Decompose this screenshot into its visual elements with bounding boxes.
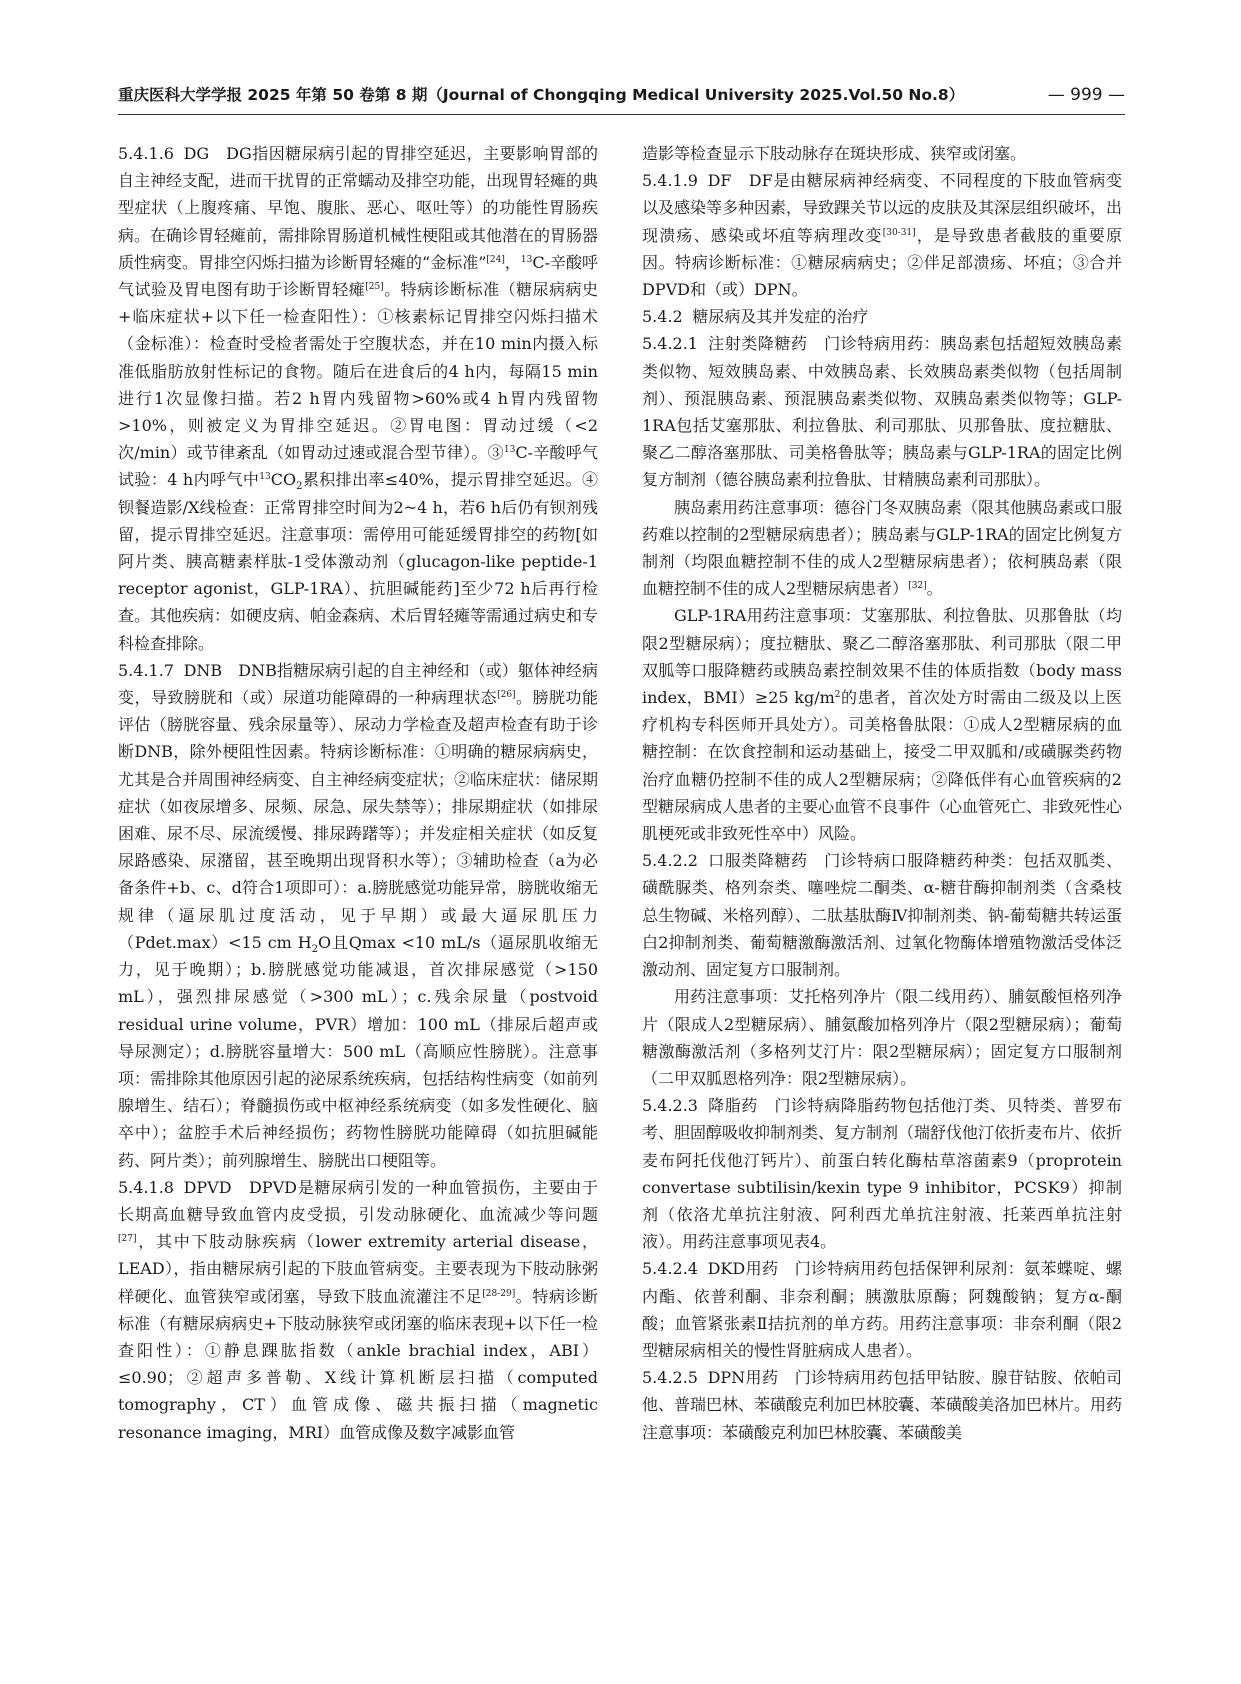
paragraph-text: ，其中下肢动脉疾病（lower extremity arterial disease，LEAD），指由糖尿病引起的下肢血管病变。主要表现为下肢动脉粥样硬化、血管狭窄或闭塞，导致下肢血流灌注不足 xyxy=(118,1232,598,1306)
section-number: 5.4.1.6 xyxy=(118,144,174,163)
citation: [28-29] xyxy=(482,1288,516,1299)
paragraph-text: DPN用药 门诊特病用药包括甲钴胺、腺苷钴胺、依帕司他、普瑞巴林、苯磺酸克利加巴林胶囊、苯磺酸美洛加巴林片。用药注意事项：苯磺酸克利加巴林胶囊、苯磺酸美 xyxy=(642,1368,1123,1442)
citation: [25] xyxy=(365,282,384,293)
running-header xyxy=(118,80,1125,110)
section-5-4-2-2 xyxy=(642,847,1122,983)
paragraph-text: DPVD DPVD是糖尿病引发的一种血管损伤，主要由于长期高血糖导致血管内皮受损，引发动脉硬化、血流减少等问题 xyxy=(118,1177,598,1224)
subscript: 2 xyxy=(311,944,319,956)
journal-citation: 重庆医科大学学报 2025 年第 50 卷第 8 期（Journal of Chongqing Medical University 2025.Vol.50 No.8） xyxy=(118,86,965,104)
section-5-4-2-1 xyxy=(642,330,1122,493)
paragraph-text: 累积排出率≤40%，提示胃排空延迟。④钡餐造影/X线检查：正常胃排空时间为2~4 h，若6 h后仍有钡剂残留，提示胃排空延迟。注意事项：需停用可能延缓胃排空的药物[如阿片类、胰高糖素样肽-1受体激动剂（glucagon-like peptide-1 receptor agonist，GLP-1RA）、抗胆碱能药]至少72 h后再行检查。其他疾病：如硬皮病、帕金森病、术后胃轻瘫等需通过病史和专科检查排除。 xyxy=(118,470,599,653)
paragraph-text: O且Qmax <10 mL/s（逼尿肌收缩无力，见于晚期）；b.膀胱感觉功能减退，首次排尿感觉（>150 mL），强烈排尿感觉（>300 mL）；c.残余尿量（postvoid residual urine volume，PVR）增加：100 mL（排尿后超声或导尿测定）；d.膀胱容量增大：500 mL（高顺应性膀胱）。注意事项：需排除其他原因引起的泌尿系统疾病，包括结构性病变（如前列腺增生、结石）；脊髓损伤或中枢神经系统病变（如多发性硬化、脑卒中）；盆腔手术后神经损伤；药物性膀胱功能障碍（如抗胆碱能药、阿片类）；前列腺增生、膀胱出口梗阻等。 xyxy=(118,932,599,1170)
paragraph-text: 的患者，首次处方时需由二级及以上医疗机构专科医师开具处方）。司美格鲁肽限：①成人2型糖尿病的血糖控制：在饮食控制和运动基础上，接受二甲双胍和/或磺脲类药物治疗血糖仍控制不佳的成人2型糖尿病；②降低伴有心血管疾病的2型糖尿病成人患者的主要心血管不良事件（心血管死亡、非致死性心肌梗死或非致死性卒中）风险。 xyxy=(642,688,1123,844)
paragraph-text: 注射类降糖药 门诊特病用药：胰岛素包括超短效胰岛素类似物、短效胰岛素、中效胰岛素、长效胰岛素类似物（包括周制剂）、预混胰岛素、预混胰岛素类似物、双胰岛素类似物等；GLP-1RA包括艾塞那肽、利拉鲁肽、利司那肽、贝那鲁肽、度拉糖肽、聚乙二醇洛塞那肽、司美格鲁肽等；胰岛素与GLP-1RA的固定比例复方制剂（德谷胰岛素利拉鲁肽、甘精胰岛素利司那肽）。 xyxy=(642,334,1122,490)
glp1ra-notes-paragraph xyxy=(642,602,1122,847)
section-number: 5.4.2.3 xyxy=(642,1096,698,1116)
paragraph-text: DNB DNB指糖尿病引起的自主神经和（或）躯体神经病变，导致膀胱和（或）尿道功能障碍的一种病理状态 xyxy=(118,660,598,708)
insulin-notes-paragraph xyxy=(642,494,1122,603)
section-5-4-1-9 xyxy=(642,167,1122,303)
section-number: 5.4.1.8 xyxy=(118,1177,174,1197)
superscript: 2 xyxy=(834,690,841,701)
page-number: — 999 — xyxy=(1047,85,1125,105)
paragraph-text: 。 xyxy=(926,579,943,599)
paragraph-text: DF DF是由糖尿病神经病变、不同程度的下肢血管病变以及感染等多种因素，导致踝关节以远的皮肤及其深层组织破坏，出现溃疡、感染或坏疽等病理改变 xyxy=(642,171,1123,245)
paragraph-text: 。特病诊断标准（有糖尿病病史+下肢动脉狭窄或闭塞的临床表现+以下任一检查阳性）：①静息踝肱指数（ankle brachial index，ABI）≤0.90；②超声多普勒、X线计算机断层扫描（computed tomography，CT）血管成像、磁共振扫描（magnetic resonance imaging，MRI）血管成像及数字减影血管 xyxy=(118,1286,598,1442)
section-5-4-2-3 xyxy=(642,1092,1122,1255)
paragraph-text: DG DG指因糖尿病引起的胃排空延迟，主要影响胃部的自主神经支配，进而干扰胃的正常蠕动及排空功能，出现胃轻瘫的典型症状（上腹疼痛、早饱、腹胀、恶心、呕吐等）的功能性胃肠疾病。在确诊胃轻瘫前，需排除胃肠道机械性梗阻或其他潜在的胃肠器质性病变。胃排空闪烁扫描为诊断胃轻瘫的“金标准” xyxy=(118,144,599,272)
citation: [27] xyxy=(118,1234,137,1245)
left-column xyxy=(118,140,598,1446)
section-title: 糖尿病及其并发症的治疗 xyxy=(692,307,869,327)
paragraph-text: C-辛酸呼气试验：4 h内呼气中 xyxy=(118,443,598,490)
paragraph-text: 降脂药 门诊特病降脂药物包括他汀类、贝特类、普罗布考、胆固醇吸收抑制剂类、复方制剂（瑞舒伐他汀依折麦布片、依折麦布阿托伐他汀钙片）、前蛋白转化酶枯草溶菌素9（proprotein convertase subtilisin/kexin type 9 inhibitor，PCSK9）抑制剂（依洛尤单抗注射液、阿利西尤单抗注射液、托莱西单抗注射液）。用药注意事项见表4。 xyxy=(642,1096,1123,1252)
header-rule xyxy=(118,114,1125,115)
paragraph-text: 。膀胱功能评估（膀胱容量、残余尿量等）、尿动力学检查及超声检查有助于诊断DNB，除外梗阻性因素。特病诊断标准：①明确的糖尿病病史，尤其是合并周围神经病变、自主神经病变症状；②临床症状：储尿期症状（如夜尿增多、尿频、尿急、尿失禁等）；排尿期症状（如排尿困难、尿不尽、尿流缓慢、排尿踌躇等）；并发症相关症状（如反复尿路感染、尿潴留，甚至晚期出现肾积水等）；③辅助检查（a为必备条件+b、c、d符合1项即可）：a.膀胱感觉功能异常，膀胱收缩无规律（逼尿肌过度活动，见于早期）或最大逼尿肌压力（Pdet.max）<15 cm H xyxy=(118,688,599,952)
paragraph-text: 。特病诊断标准（糖尿病病史+临床症状+以下任一检查阳性）：①核素标记胃排空闪烁扫描术（金标准）：检查时受检者需处于空腹状态，并在10 min内摄入标准低脂肪放射性标记的食物。随后在进食后的4 h内，每隔15 min进行1次显像扫描。若2 h胃内残留物>60%或4 h胃内残留物>10%，则被定义为胃排空延迟。②胃电图：胃动过缓（<2次/min）或节律紊乱（如胃动过速或混合型节律）。③ xyxy=(118,280,598,463)
section-number: 5.4.1.7 xyxy=(118,660,174,680)
paragraph-text: DKD用药 门诊特病用药包括保钾利尿剂：氨苯蝶啶、螺内酯、依普利酮、非奈利酮；胰激肽原酶；阿魏酸钠；复方α-酮酸；血管紧张素Ⅱ拮抗剂的单方药。用药注意事项：非奈利酮（限2型糖尿病相关的慢性肾脏病成人患者）。 xyxy=(642,1259,1122,1360)
isotope: 13 xyxy=(503,445,516,456)
section-5-4-2-heading xyxy=(642,303,1122,330)
citation: [26] xyxy=(497,690,516,701)
section-5-4-2-4 xyxy=(642,1255,1122,1364)
subscript: 2 xyxy=(296,481,303,493)
paragraph-text: 胰岛素用药注意事项：德谷门冬双胰岛素（限其他胰岛素或口服药难以控制的2型糖尿病患者）；胰岛素与GLP-1RA的固定比例复方制剂（均限血糖控制不佳的成人2型糖尿病患者）；依柯胰岛素（限血糖控制不佳的成人2型糖尿病患者） xyxy=(642,497,1123,599)
paragraph-text: GLP-1RA用药注意事项：艾塞那肽、利拉鲁肽、贝那鲁肽（均限2型糖尿病）；度拉糖肽、聚乙二醇洛塞那肽、利司那肽（限二甲双胍等口服降糖药或胰岛素控制效果不佳的体质指数（body mass index，BMI）≥25 kg/m xyxy=(642,606,1122,708)
isotope: 13 xyxy=(259,472,271,483)
section-number: 5.4.2.4 xyxy=(642,1259,698,1279)
continued-paragraph: 造影等检查显示下肢动脉存在斑块形成、狭窄或闭塞。 xyxy=(642,144,1027,163)
section-number: 5.4.2.5 xyxy=(642,1368,698,1388)
right-column xyxy=(642,140,1122,1446)
section-number: 5.4.2.1 xyxy=(642,334,698,354)
citation: [30-31] xyxy=(882,227,916,238)
isotope: 13 xyxy=(520,254,533,265)
paragraph-text: ，是导致患者截肢的重要原因。特病诊断标准：①糖尿病病史；②伴足部溃疡、坏疽；③合并DPVD和（或）DPN。 xyxy=(642,225,1122,300)
citation: [24] xyxy=(486,254,505,265)
oral-drug-notes-paragraph: 用药注意事项：艾托格列净片（限二线用药）、脯氨酸恒格列净片（限成人2型糖尿病）、脯氨酸加格列净片（限2型糖尿病）；葡萄糖激酶激活剂（多格列艾汀片：限2型糖尿病）；固定复方口服制剂（二甲双胍恩格列净：限2型糖尿病）。 xyxy=(642,987,1122,1088)
paragraph-text: C-辛酸呼气试验及胃电图有助于诊断胃轻瘫 xyxy=(118,252,598,300)
section-5-4-1-7 xyxy=(118,657,598,1174)
citation: [32] xyxy=(908,581,927,592)
paragraph-text: ， xyxy=(504,252,521,272)
section-5-4-1-8 xyxy=(118,1174,598,1446)
section-number: 5.4.2.2 xyxy=(642,851,698,871)
section-5-4-2-5 xyxy=(642,1364,1122,1446)
paragraph-text: 口服类降糖药 门诊特病口服降糖药种类：包括双胍类、磺酰脲类、格列奈类、噻唑烷二酮类、α-糖苷酶抑制剂类（含桑枝总生物碱、米格列醇）、二肽基肽酶Ⅳ抑制剂类、钠-葡萄糖共转运蛋白2抑制剂类、葡萄糖激酶激活剂、过氧化物酶体增殖物激活受体泛激动剂、固定复方口服制剂。 xyxy=(642,851,1122,980)
paragraph-text: CO xyxy=(270,470,297,490)
section-number: 5.4.2 xyxy=(642,307,683,327)
section-number: 5.4.1.9 xyxy=(642,171,698,191)
section-5-4-1-6 xyxy=(118,140,598,657)
